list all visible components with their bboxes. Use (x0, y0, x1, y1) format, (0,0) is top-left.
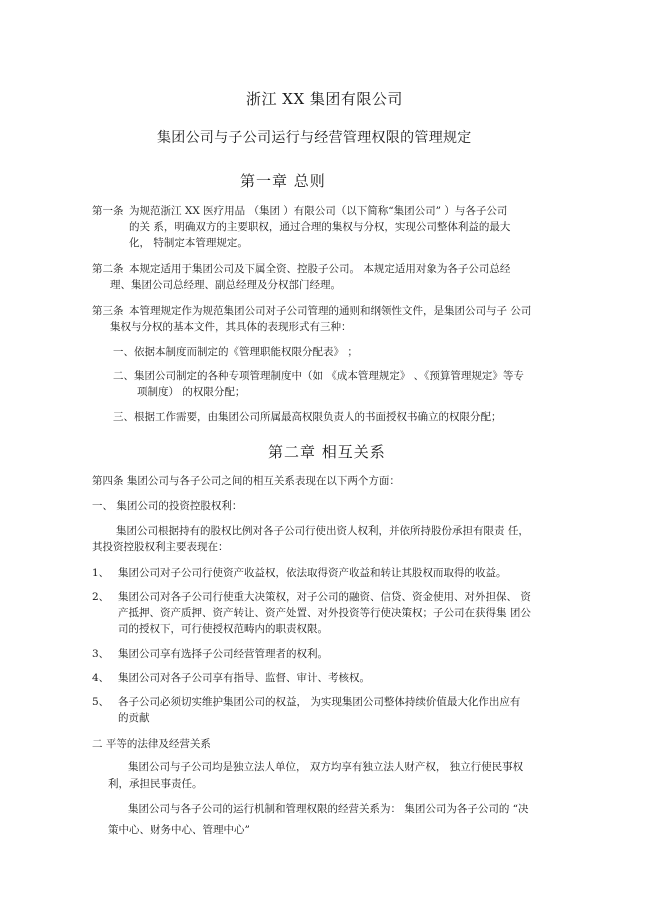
form-3: 三、根据工作需要，由集团公司所属最高权限负责人的书面授权书确立的权限分配； (113, 411, 502, 423)
section-2-para-2-line-1: 集团公司与各子公司的运行机制和管理权限的经营关系为： 集团公司为各子公司的 “决 (128, 803, 529, 815)
section-1-para-line-1: 集团公司根据持有的股权比例对各子公司行使出资人权利，并依所持股份承担有限责 任， (116, 525, 529, 537)
list-item-line: 集团公司享有选择子公司经营管理者的权利。 (118, 648, 328, 660)
company-title: 浙江 XX 集团有限公司 (246, 90, 403, 108)
list-item-number: 1、 (92, 567, 110, 579)
article-1-line-1: 为规范浙江 XX 医疗用品 （集团 ）有限公司（以下简称“集团公司” ）与各子公司 (129, 205, 508, 217)
document-title: 集团公司与子公司运行与经营管理权限的管理规定 (157, 130, 472, 146)
article-4: 第四条 集团公司与各子公司之间的相互关系表现在以下两个方面： (92, 475, 400, 487)
list-item-line: 各子公司必须切实维护集团公司的权益， 为实现集团公司整体持续价值最大化作出应有 (118, 696, 521, 708)
form-1: 一、依据本制度而制定的《管理职能权限分配表》 ； (113, 346, 358, 358)
article-2-line-2: 理、集团公司总经理、副总经理及分权部门经理。 (110, 279, 341, 291)
section-2-para-1-line-1: 集团公司与子公司均是独立法人单位， 双方均享有独立法人财产权， 独立行使民事权 (128, 761, 524, 773)
list-item-number: 3、 (92, 648, 110, 660)
list-item-line: 集团公司对各子公司享有指导、监督、审计、考核权。 (118, 672, 370, 684)
section-2-para-1-line-2: 利，承担民事责任。 (108, 778, 203, 790)
article-2-line-1: 本规定适用于集团公司及下属全资、控股子公司。 本规定适用对象为各子公司总经 (129, 263, 511, 275)
article-3-line-1: 本管理规定作为规范集团公司对子公司管理的通则和纲领性文件，是集团公司与子 公司 (129, 305, 532, 317)
section-1-title: 一、 集团公司的投资控股权利： (92, 500, 243, 512)
list-item-line: 司的授权下，可行使授权范畴内的职责权限。 (118, 623, 328, 635)
article-1-line-2: 的关 系，明确双方的主要职权，通过合理的集权与分权，实现公司整体利益的最大 (129, 221, 511, 233)
list-item-number: 5、 (92, 696, 110, 708)
form-2-line-2: 项制度） 的权限分配； (137, 386, 246, 398)
section-1-para-line-2: 其投资控股权利主要表现在： (92, 541, 229, 553)
section-2-para-2-line-2: 策中心、财务中心、管理中心” (108, 824, 250, 836)
list-item-line: 的贡献 (118, 712, 150, 724)
article-3-label: 第三条 (92, 305, 124, 317)
chapter-2-heading: 第二章 相互关系 (268, 443, 386, 461)
list-item-line: 集团公司对各子公司行使重大决策权，对子公司的融资、信贷、资金使用、对外担保、 资 (118, 591, 531, 603)
article-2-label: 第二条 (92, 263, 124, 275)
list-item-line: 集团公司对子公司行使资产收益权，依法取得资产收益和转让其股权而取得的收益。 (118, 567, 507, 579)
list-item-number: 2、 (92, 591, 110, 603)
section-2-title: 二 平等的法律及经营关系 (92, 738, 211, 750)
list-item-number: 4、 (92, 672, 110, 684)
article-3-line-2: 集权与分权的基本文件，其具体的表现形式有三种： (110, 321, 352, 333)
chapter-1-heading: 第一章 总则 (240, 172, 326, 190)
article-1-line-3: 化， 特制定本管理规定。 (129, 237, 248, 249)
list-item-line: 产抵押、资产质押、资产转让、资产处置、对外投资等行使决策权；子公司在获得集 团公 (118, 607, 531, 619)
form-2-line-1: 二、集团公司制定的各种专项管理制度中（如 《成本管理规定》 、《预算管理规定》等专 (113, 370, 524, 382)
article-1-label: 第一条 (92, 205, 124, 217)
